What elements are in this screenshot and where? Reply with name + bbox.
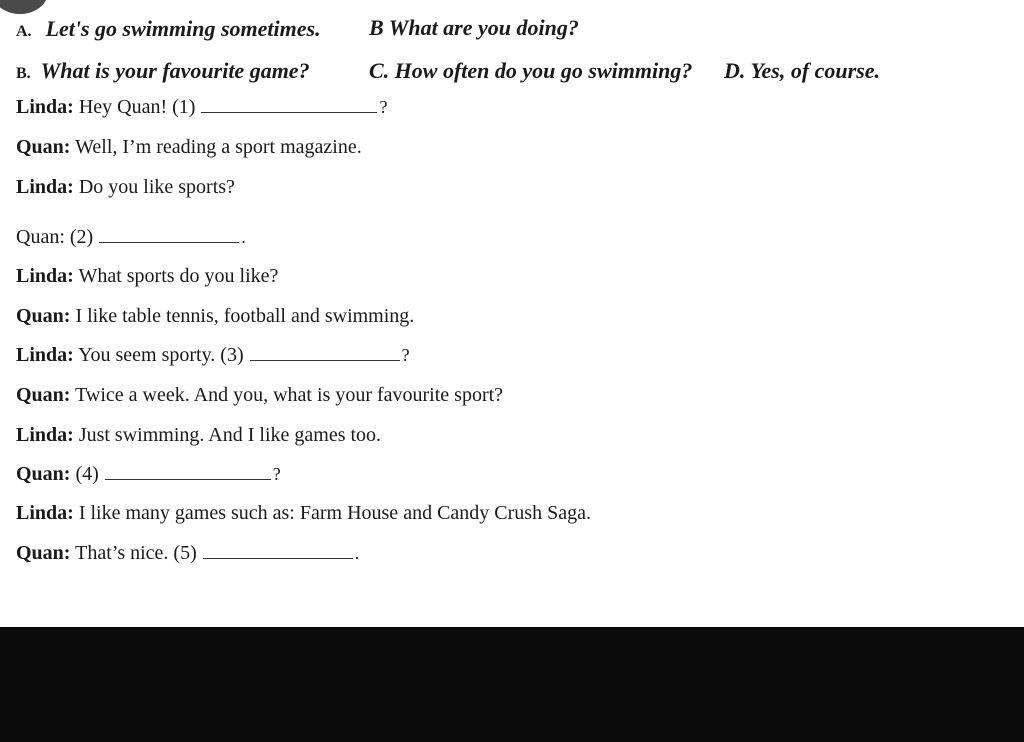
speaker-label: Linda: — [16, 176, 74, 198]
line-text: What sports do you like? — [73, 265, 279, 287]
answer-blank-5[interactable] — [203, 542, 353, 559]
dark-bottom-band — [0, 627, 1024, 742]
option-a-text: Let's go swimming sometimes. — [45, 16, 321, 41]
line-punct: ? — [272, 464, 281, 484]
line-text: Hey Quan! (1) — [73, 96, 196, 118]
line-punct: ? — [401, 345, 410, 365]
option-a-letter: A. — [16, 23, 32, 40]
speaker-label: Quan: — [16, 136, 71, 158]
speaker-label: Quan: — [16, 384, 71, 406]
dialogue-line-2 — [16, 136, 362, 159]
dialogue-line-11 — [16, 502, 591, 525]
line-text: (2) — [64, 226, 94, 248]
speaker-label: Linda: — [16, 344, 74, 366]
option-d-text: D. Yes, of course. — [724, 58, 881, 83]
answer-blank-1[interactable] — [201, 96, 377, 113]
speaker-label: Linda: — [16, 502, 74, 524]
corner-overlay-shape — [0, 0, 48, 14]
option-b-top — [369, 15, 579, 41]
dialogue-line-3 — [16, 176, 235, 199]
speaker-label: Linda: — [16, 96, 74, 118]
dialogue-line-5 — [16, 265, 278, 288]
option-b-text: What is your favourite game? — [40, 58, 310, 83]
dialogue-line-6 — [16, 305, 414, 328]
line-text: I like many games such as: Farm House and Candy Crush Saga. — [73, 502, 591, 524]
line-text: Do you like sports? — [73, 176, 235, 198]
line-text: Just swimming. And I like games too. — [73, 424, 382, 446]
speaker-label: Linda: — [16, 424, 74, 446]
speaker-label: Quan: — [16, 305, 71, 327]
answer-blank-4[interactable] — [105, 463, 271, 480]
line-text: Twice a week. And you, what is your favourite sport? — [70, 384, 504, 406]
speaker-label: Quan: — [16, 226, 65, 248]
dialogue-line-12 — [16, 542, 359, 565]
option-b-letter: B. — [16, 65, 31, 82]
dialogue-line-4 — [16, 226, 246, 249]
answer-blank-2[interactable] — [99, 226, 239, 243]
line-text: Well, I’m reading a sport magazine. — [70, 136, 362, 158]
dialogue-line-8 — [16, 384, 503, 407]
line-punct: . — [241, 227, 246, 247]
answer-blank-3[interactable] — [250, 344, 400, 361]
line-punct: . — [354, 543, 360, 563]
option-a — [16, 16, 321, 42]
option-c — [369, 58, 692, 84]
dialogue-line-9 — [16, 424, 381, 447]
dialogue-line-7 — [16, 344, 410, 367]
speaker-label: Linda: — [16, 265, 74, 287]
speaker-label: Quan: — [16, 463, 71, 485]
speaker-label: Quan: — [16, 542, 71, 564]
option-b-top-text: B What are you doing? — [369, 15, 579, 40]
option-c-text: C. How often do you go swimming? — [369, 58, 693, 83]
option-d — [724, 58, 880, 84]
option-b — [16, 58, 310, 84]
line-text: You seem sporty. (3) — [73, 344, 244, 366]
line-text: That’s nice. (5) — [70, 542, 197, 564]
dialogue-line-10 — [16, 463, 281, 486]
line-punct: ? — [379, 97, 388, 117]
line-text: I like table tennis, football and swimming. — [70, 305, 415, 327]
line-text: (4) — [70, 463, 99, 485]
dialogue-line-1 — [16, 96, 387, 119]
